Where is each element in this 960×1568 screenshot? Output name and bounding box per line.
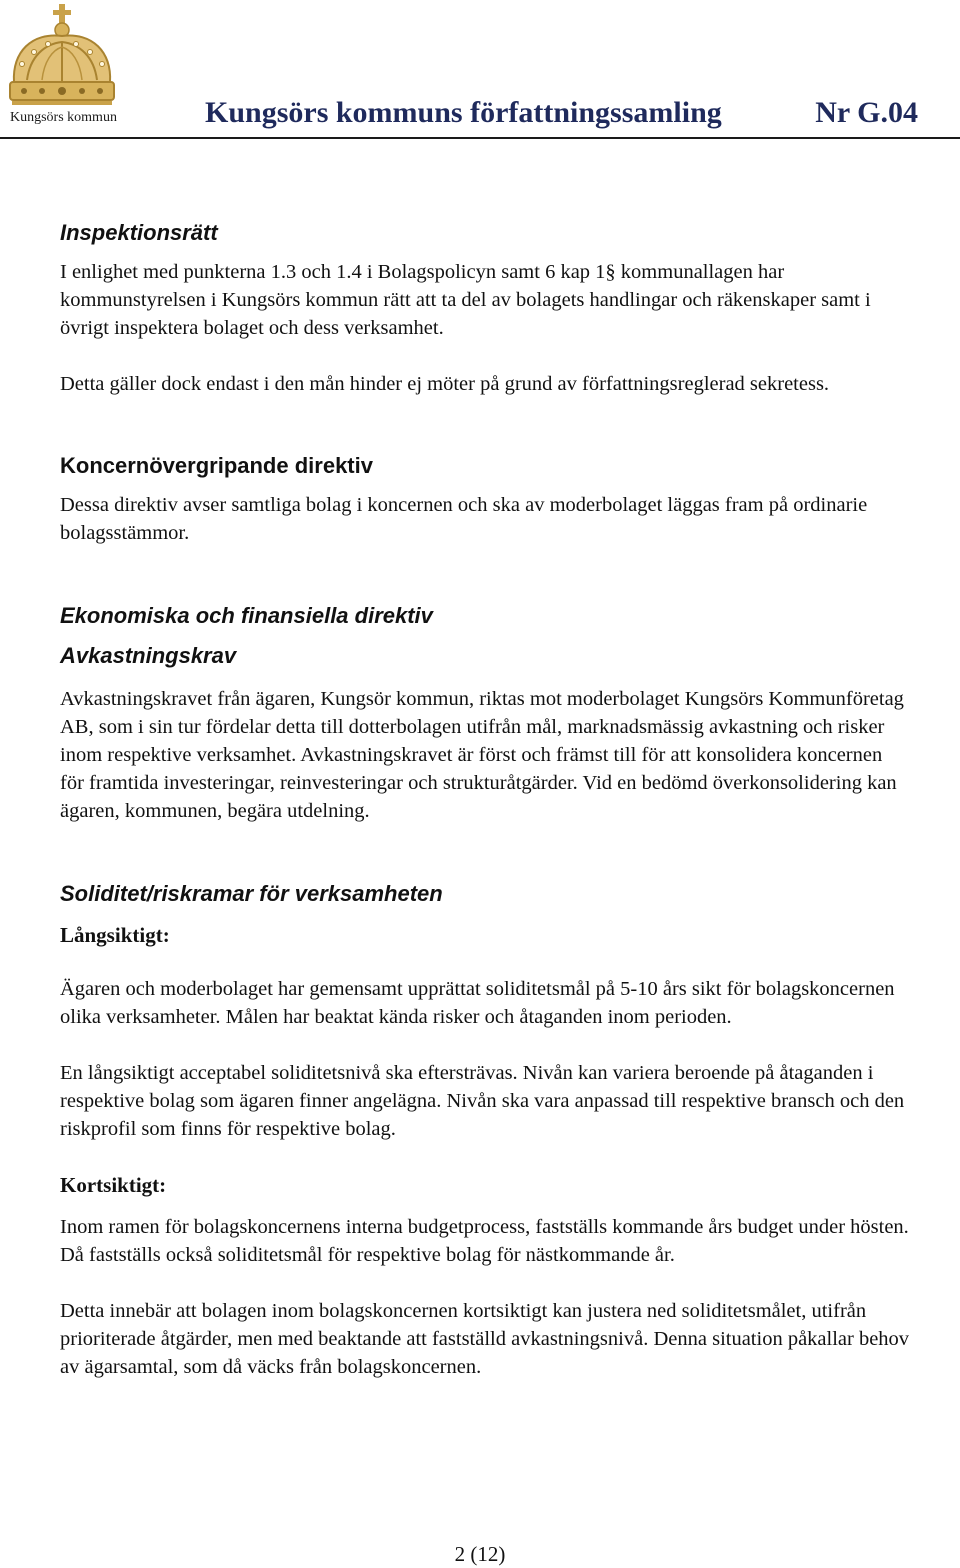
heading-soliditet: Soliditet/riskramar för verksamheten	[60, 881, 443, 906]
label-langsiktigt: Långsiktigt:	[60, 923, 170, 947]
paragraph: I enlighet med punkterna 1.3 och 1.4 i Bolagspolicyn samt 6 kap 1§ kommunallagen har kommunstyrelsen i Kungsörs kommun rätt att ta del av bolagets handlingar och räkenskaper samt i övrigt inspektera bolaget och dess verksamhet.	[60, 261, 871, 339]
document-number: Nr G.04	[815, 96, 918, 129]
paragraph: Detta gäller dock endast i den mån hinder ej möter på grund av författningsreglerad sekretess.	[60, 373, 830, 395]
crown-icon	[2, 2, 122, 112]
document-header	[0, 0, 960, 140]
heading-ekonomiska: Ekonomiska och finansiella direktiv	[60, 603, 433, 628]
municipality-crown-logo	[2, 2, 122, 130]
subheading-avkastningskrav: Avkastningskrav	[60, 643, 237, 668]
paragraph: En långsiktigt acceptabel soliditetsnivå ska eftersträvas. Nivån kan variera beroende på åtaganden i respektive bolag som ägaren finner angelägna. Nivån ska vara anpassad till respektive bransch och den riskprofil som finns för respektive bolag.	[60, 1062, 905, 1140]
publication-title: Kungsörs kommuns författningssamling	[205, 96, 722, 129]
label-kortsiktigt: Kortsiktigt:	[60, 1173, 167, 1197]
heading-inspektionsratt: Inspektionsrätt	[60, 220, 218, 245]
paragraph: Ägaren och moderbolaget har gemensamt upprättat soliditetsmål på 5-10 års sikt för bolagskoncernen olika verksamheter. Målen har beaktat kända risker och åtaganden inom perioden.	[60, 978, 895, 1028]
header-divider	[0, 137, 960, 139]
paragraph: Dessa direktiv avser samtliga bolag i koncernen och ska av moderbolaget läggas fram på ordinarie bolagsstämmor.	[60, 494, 868, 544]
page-number: 2 (12)	[454, 1542, 506, 1566]
paragraph: Detta innebär att bolagen inom bolagskoncernen kortsiktigt kan justera ned soliditetsmålet, utifrån prioriterade åtgärder, men med beaktande att fastställd avkastningsnivå. Denna situation påkallar behov av ägarsamtal, som då väcks från bolagskoncernen.	[60, 1300, 910, 1378]
logo-text: Kungsörs kommun	[10, 110, 117, 125]
paragraph: Inom ramen för bolagskoncernens interna budgetprocess, fastställs kommande års budget under hösten. Då fastställs också soliditetsmål för respektive bolag för nästkommande år.	[60, 1216, 909, 1266]
heading-koncernovergripande: Koncernövergripande direktiv	[60, 453, 373, 478]
document-body	[60, 218, 910, 1381]
paragraph: Avkastningskravet från ägaren, Kungsör kommun, riktas mot moderbolaget Kungsörs Kommunföretag AB, som i sin tur fördelar detta till dotterbolagen utifrån mål, marknadsmässig avkastning och risker inom respektive verksamhet. Avkastningskravet är först och främst till för att konsolidera koncernen för framtida investeringar, reinvesteringar och strukturåtgärder. Vid en bedömd överkonsolidering kan ägaren, kommunen, begära utdelning.	[60, 688, 904, 822]
